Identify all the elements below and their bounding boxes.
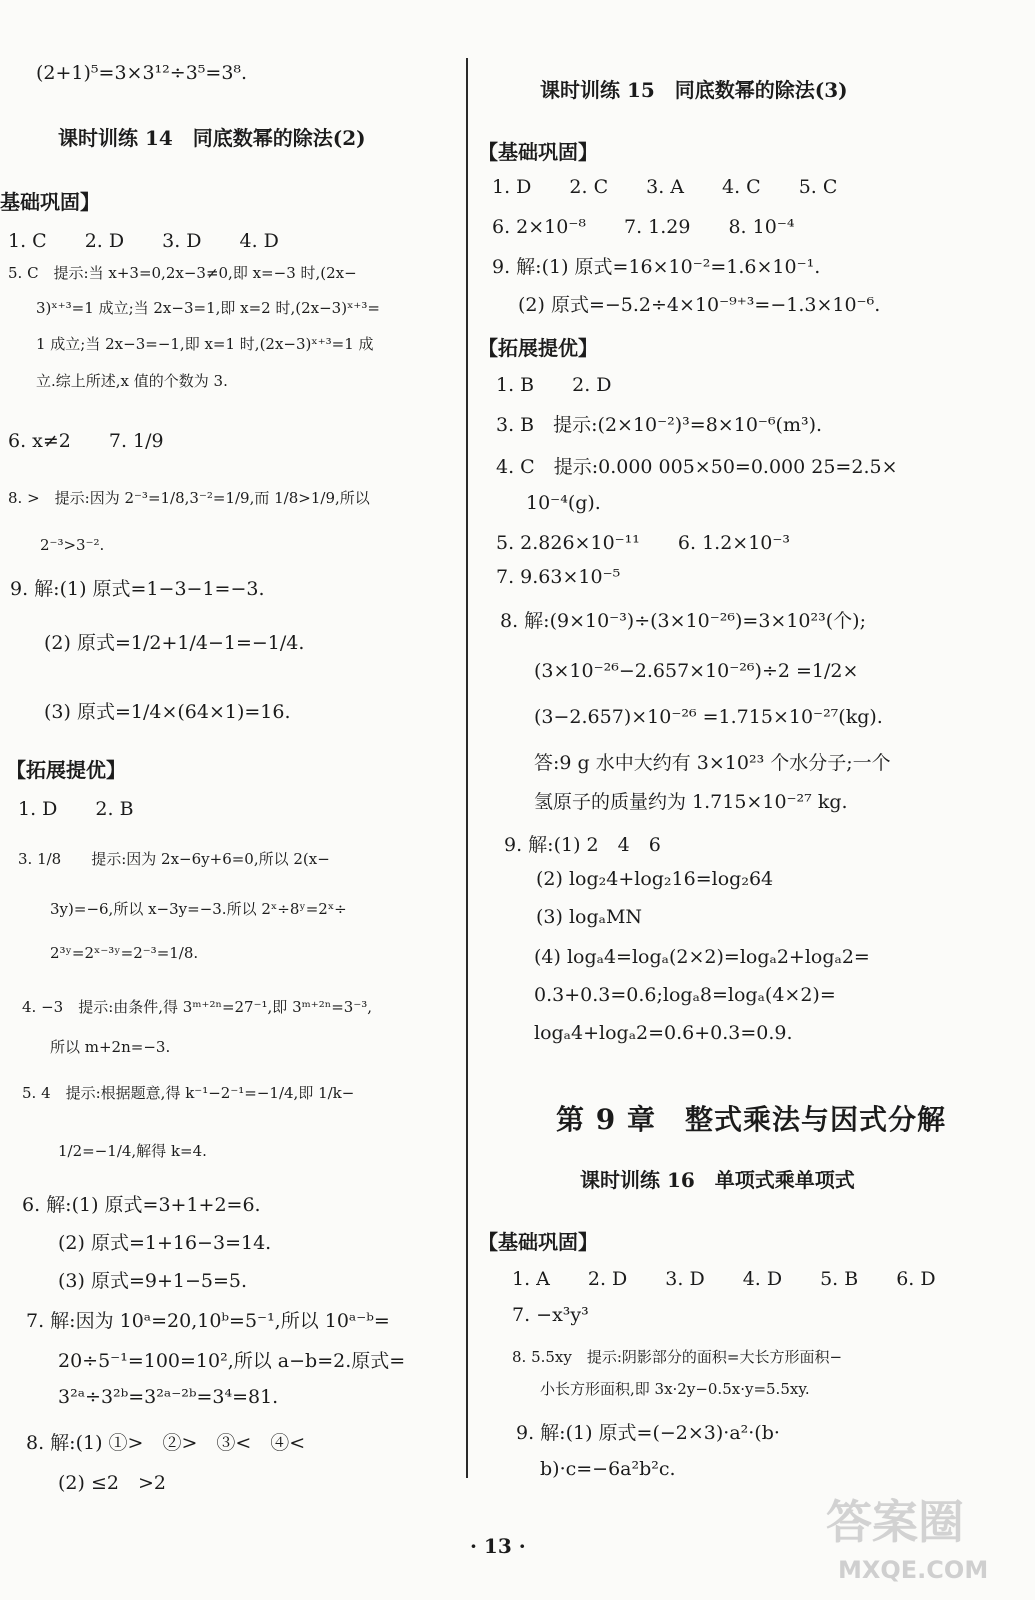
answer-line: 答:9 g 水中大约有 3×10²³ 个水分子;一个 (534, 752, 891, 774)
answer-line: 1. D 2. B (18, 798, 134, 820)
answer-line: (2+1)⁵=3×3¹²÷3⁵=3⁸. (36, 62, 248, 84)
lesson-title: 课时训练 15 同底数幂的除法(3) (540, 78, 848, 102)
answer-line: 7. −x³y³ (512, 1304, 589, 1326)
answer-line: 5. C 提示:当 x+3=0,2x−3≠0,即 x=−3 时,(2x− (8, 264, 357, 282)
section-header: 【拓展提优】 (478, 336, 598, 360)
answer-line: 3y)=−6,所以 x−3y=−3.所以 2ˣ÷8ʸ=2ˣ÷ (50, 900, 347, 918)
answer-line: 9. 解:(1) 2 4 6 (504, 834, 661, 856)
answer-line: 9. 解:(1) 原式=16×10⁻²=1.6×10⁻¹. (492, 256, 821, 278)
answer-line: 9. 解:(1) 原式=(−2×3)·a²·(b· (516, 1422, 780, 1444)
answer-line: 2⁻³>3⁻². (40, 536, 105, 554)
answer-line: 立.综上所述,x 值的个数为 3. (36, 372, 228, 390)
answer-line: 20÷5⁻¹=100=10²,所以 a−b=2.原式= (58, 1350, 406, 1372)
answer-line: (2) ≤2 >2 (58, 1472, 166, 1494)
answer-line: 6. x≠2 7. 1/9 (8, 430, 164, 452)
answer-line: 3²ᵃ÷3²ᵇ=3²ᵃ⁻²ᵇ=3⁴=81. (58, 1386, 279, 1408)
answer-line: 3)ˣ⁺³=1 成立;当 2x−3=1,即 x=2 时,(2x−3)ˣ⁺³= (36, 299, 380, 317)
lesson-title: 课时训练 14 同底数幂的除法(2) (58, 126, 366, 150)
answer-line: b)·c=−6a²b²c. (540, 1458, 676, 1480)
answer-line: logₐ4+logₐ2=0.6+0.3=0.9. (534, 1022, 793, 1044)
answer-line: (3) logₐMN (536, 906, 643, 928)
answer-line: 5. 2.826×10⁻¹¹ 6. 1.2×10⁻³ (496, 532, 791, 554)
section-header: 基础巩固】 (0, 190, 100, 214)
answer-line: 8. 解:(9×10⁻³)÷(3×10⁻²⁶)=3×10²³(个); (500, 610, 866, 632)
answer-line: 小长方形面积,即 3x·2y−0.5x·y=5.5xy. (540, 1380, 810, 1398)
answer-line: 8. > 提示:因为 2⁻³=1/8,3⁻²=1/9,而 1/8>1/9,所以 (8, 489, 370, 507)
answer-line: 4. C 提示:0.000 005×50=0.000 25=2.5× (496, 456, 898, 478)
answer-line: (3) 原式=9+1−5=5. (58, 1270, 248, 1292)
section-header: 【基础巩固】 (478, 140, 598, 164)
watermark-url: MXQE.COM (838, 1556, 989, 1584)
section-header: 【拓展提优】 (6, 758, 126, 782)
answer-line: (2) log₂4+log₂16=log₂64 (536, 868, 774, 890)
section-header: 【基础巩固】 (478, 1230, 598, 1254)
answer-line: (2) 原式=−5.2÷4×10⁻⁹⁺³=−1.3×10⁻⁶. (518, 294, 881, 316)
answer-line: (3−2.657)×10⁻²⁶ =1.715×10⁻²⁷(kg). (534, 706, 883, 728)
watermark-text: 答案圈 (826, 1495, 964, 1549)
answer-line: (4) logₐ4=logₐ(2×2)=logₐ2+logₐ2= (534, 946, 870, 968)
chapter-title: 第 9 章 整式乘法与因式分解 (556, 1103, 946, 1136)
answer-line: 所以 m+2n=−3. (50, 1038, 171, 1056)
column-divider (466, 58, 468, 1478)
answer-line: 7. 解:因为 10ᵃ=20,10ᵇ=5⁻¹,所以 10ᵃ⁻ᵇ= (26, 1310, 390, 1332)
answer-line: 2³ʸ=2ˣ⁻³ʸ=2⁻³=1/8. (50, 944, 199, 962)
answer-line: 8. 解:(1) ①> ②> ③< ④< (26, 1432, 306, 1454)
answer-line: 1/2=−1/4,解得 k=4. (58, 1142, 207, 1160)
answer-line: (2) 原式=1/2+1/4−1=−1/4. (44, 632, 305, 654)
answer-line: 3. 1/8 提示:因为 2x−6y+6=0,所以 2(x− (18, 850, 330, 868)
answer-line: 6. 解:(1) 原式=3+1+2=6. (22, 1194, 261, 1216)
answer-line: 4. −3 提示:由条件,得 3ᵐ⁺²ⁿ=27⁻¹,即 3ᵐ⁺²ⁿ=3⁻³, (22, 998, 373, 1016)
answer-line: 1. B 2. D (496, 374, 612, 396)
answer-line: 氢原子的质量约为 1.715×10⁻²⁷ kg. (534, 791, 848, 813)
answer-line: 1. D 2. C 3. A 4. C 5. C (492, 176, 838, 198)
answer-line: (3×10⁻²⁶−2.657×10⁻²⁶)÷2 =1/2× (534, 660, 859, 682)
answer-line: 1. C 2. D 3. D 4. D (8, 230, 279, 252)
answer-line: 10⁻⁴(g). (526, 492, 601, 514)
answer-line: 9. 解:(1) 原式=1−3−1=−3. (10, 578, 265, 600)
page-number: · 13 · (470, 1534, 526, 1558)
answer-line: (3) 原式=1/4×(64×1)=16. (44, 701, 291, 723)
answer-line: 0.3+0.3=0.6;logₐ8=logₐ(4×2)= (534, 984, 836, 1006)
answer-line: (2) 原式=1+16−3=14. (58, 1232, 272, 1254)
answer-line: 7. 9.63×10⁻⁵ (496, 566, 621, 588)
answer-line: 5. 4 提示:根据题意,得 k⁻¹−2⁻¹=−1/4,即 1/k− (22, 1084, 355, 1102)
lesson-title: 课时训练 16 单项式乘单项式 (580, 1168, 855, 1192)
answer-line: 3. B 提示:(2×10⁻²)³=8×10⁻⁶(m³). (496, 414, 823, 436)
answer-line: 1. A 2. D 3. D 4. D 5. B 6. D (512, 1268, 936, 1290)
answer-line: 8. 5.5xy 提示:阴影部分的面积=大长方形面积− (512, 1348, 843, 1366)
answer-line: 1 成立;当 2x−3=−1,即 x=1 时,(2x−3)ˣ⁺³=1 成 (36, 335, 374, 353)
watermark-logo (818, 1488, 1018, 1588)
answer-line: 6. 2×10⁻⁸ 7. 1.29 8. 10⁻⁴ (492, 216, 795, 238)
